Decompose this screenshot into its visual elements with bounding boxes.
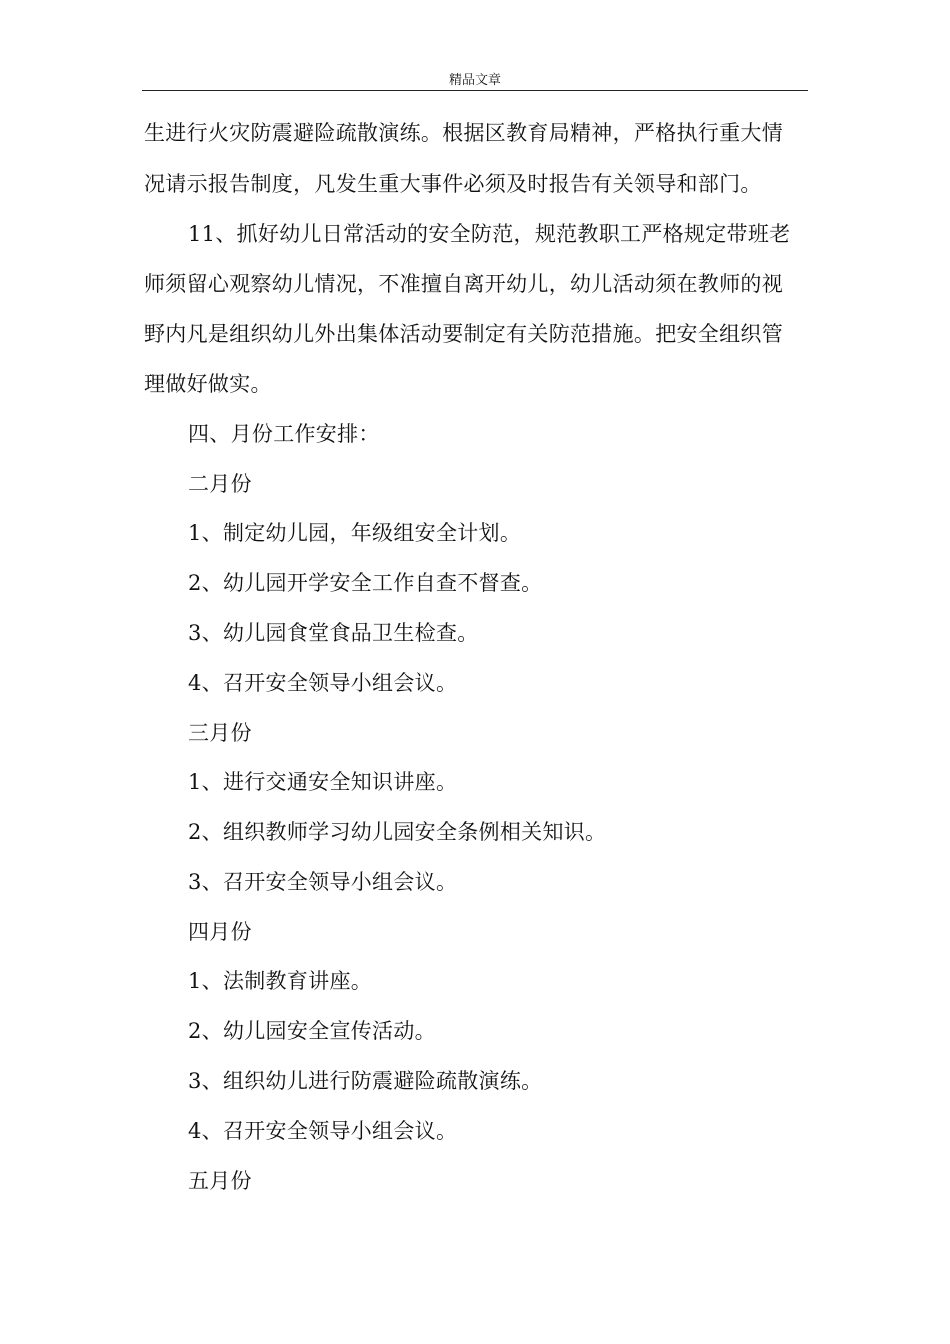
month-heading: 二月份 xyxy=(188,472,252,496)
list-item: 2、幼儿园开学安全工作自查不督查。 xyxy=(188,571,543,595)
paragraph-line: 师须留心观察幼儿情况，不准擅自离开幼儿，幼儿活动须在教师的视 xyxy=(144,272,783,296)
header-title: 精品文章 xyxy=(448,73,501,88)
list-item: 1、进行交通安全知识讲座。 xyxy=(188,770,458,794)
list-item: 3、幼儿园食堂食品卫生检查。 xyxy=(188,621,479,645)
list-item: 3、组织幼儿进行防震避险疏散演练。 xyxy=(188,1069,543,1093)
paragraph-line: 况请示报告制度，凡发生重大事件必须及时报告有关领导和部门。 xyxy=(144,172,762,196)
list-item: 1、法制教育讲座。 xyxy=(188,969,373,993)
page-header xyxy=(142,74,808,91)
list-item: 3、召开安全领导小组会议。 xyxy=(188,870,458,894)
section-heading: 四、月份工作安排： xyxy=(188,422,380,446)
paragraph-line: 理做好做实。 xyxy=(144,372,272,396)
paragraph-line: 野内凡是组织幼儿外出集体活动要制定有关防范措施。把安全组织管 xyxy=(144,322,783,346)
list-item: 4、召开安全领导小组会议。 xyxy=(188,1119,458,1143)
paragraph-line: 生进行火灾防震避险疏散演练。根据区教育局精神，严格执行重大情 xyxy=(144,121,783,145)
list-item: 2、组织教师学习幼儿园安全条例相关知识。 xyxy=(188,820,607,844)
paragraph-line: 11、抓好幼儿日常活动的安全防范，规范教职工严格规定带班老 xyxy=(188,222,791,246)
month-heading: 三月份 xyxy=(188,721,252,745)
list-item: 2、幼儿园安全宣传活动。 xyxy=(188,1019,436,1043)
month-heading: 四月份 xyxy=(188,920,252,944)
list-item: 4、召开安全领导小组会议。 xyxy=(188,671,458,695)
month-heading: 五月份 xyxy=(188,1169,252,1193)
list-item: 1、制定幼儿园，年级组安全计划。 xyxy=(188,521,522,545)
